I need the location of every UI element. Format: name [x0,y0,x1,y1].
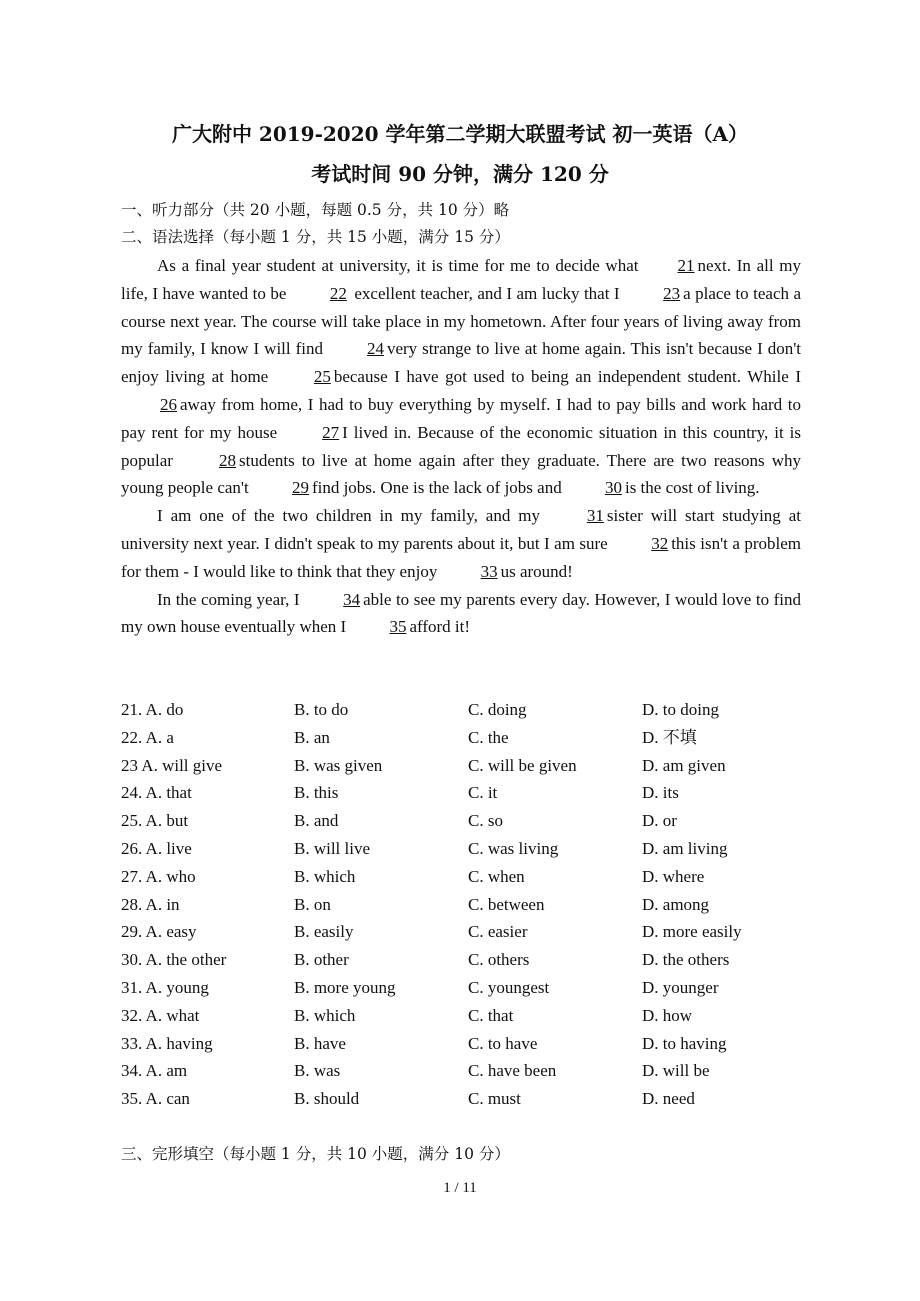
option-a: 26. A. live [121,838,192,858]
option-c: C. it [468,783,498,803]
option-row-28 [121,891,821,919]
blank-27: 27 [322,422,340,442]
blank-25: 25 [313,367,331,387]
option-row-25 [121,807,821,835]
option-d: D. how [642,1005,693,1025]
passage-paragraph-2 [121,502,801,585]
option-d: D. am living [642,838,728,858]
option-b: B. have [294,1033,346,1053]
option-b: B. easily [294,922,354,942]
passage-text: I am one of the two children in my family, and my [157,506,540,526]
option-row-29 [121,918,821,946]
blank-30: 30 [604,478,622,498]
exam-title: 广大附中 2019-2020 学年第二学期大联盟考试 初一英语（A） [171,122,749,146]
option-d: D. the others [642,950,730,970]
passage-text: a place to teach a course next year. The course will take place in my hometown. After four years of living away from my family, I know I will find [121,283,802,359]
blank-32: 32 [651,533,669,553]
option-b: B. will live [294,838,371,858]
option-c: C. the [468,727,509,747]
option-c: C. will be given [468,755,577,775]
passage-text: this isn't a problem for them - I would like to think that they enjoy [121,533,801,581]
option-row-24 [121,779,821,807]
section-grammar-heading: 二、语法选择（每小题 1 分，共 15 小题，满分 15 分） [121,228,510,246]
option-row-21 [121,696,821,724]
option-a: 21. A. do [121,700,184,719]
passage-text: students to live at home again after they graduate. There are two reasons why young people can't [121,450,802,498]
option-a: 35. A. can [121,1089,190,1109]
blank-21: 21 [677,256,695,275]
option-c: C. to have [468,1033,538,1053]
passage-text: able to see my parents every day. However, I would love to find my own house eventually when I [121,589,801,637]
passage-paragraph-1 [121,252,801,502]
passage-paragraph-3 [121,586,801,642]
option-d: D. to doing [642,700,719,719]
option-row-35 [121,1085,821,1113]
option-d: D. am given [642,755,726,775]
option-d: D. or [642,811,677,831]
section-cloze-heading: 三、完形填空（每小题 1 分，共 10 小题，满分 10 分） [121,1145,510,1163]
option-row-33 [121,1030,821,1058]
exam-subtitle: 考试时间 90 分钟，满分 120 分 [311,162,609,186]
blank-28: 28 [219,450,236,470]
passage-text: afford it! [409,617,471,637]
option-b: B. to do [294,700,349,719]
option-a: 23 A. will give [121,755,223,775]
option-a: 27. A. who [121,866,196,886]
passage-text: because I have got used to being an independent student. While I [333,367,801,387]
option-a: 25. A. but [121,811,189,831]
option-b: B. an [294,727,330,747]
option-d: D. more easily [642,922,742,942]
option-row-26 [121,835,821,863]
option-a: 24. A. that [121,783,192,803]
answer-options [121,696,821,1113]
option-row-23 [121,752,821,780]
option-a: 29. A. easy [121,922,197,942]
passage-text: In the coming year, I [157,589,300,609]
option-row-30 [121,946,821,974]
option-c: C. so [468,811,503,831]
option-c: C. that [468,1005,514,1025]
option-d: D. where [642,866,705,886]
option-a: 28. A. in [121,894,180,914]
option-c: C. between [468,894,545,914]
option-d: D. its [642,783,679,803]
option-c: C. was living [468,838,559,858]
option-b: B. should [294,1089,360,1109]
blank-33: 33 [480,561,498,581]
passage-text: excellent teacher, and I am lucky that I [354,283,620,303]
option-a: 34. A. am [121,1061,188,1081]
option-d: D. among [642,894,710,914]
passage-text: away from home, I had to buy everything by myself. I had to pay bills and work hard to pay rent for my house [121,394,801,442]
option-b: B. more young [294,977,396,997]
option-row-27 [121,863,821,891]
option-c: C. others [468,950,530,970]
blank-24: 24 [366,339,384,359]
option-b: B. this [294,783,339,803]
option-b: B. which [294,866,356,886]
blank-26: 26 [160,394,177,414]
option-b: B. on [294,894,331,914]
option-b: B. was given [294,755,383,775]
option-c: C. have been [468,1061,557,1081]
option-row-31 [121,974,821,1002]
passage-text: As a final year student at university, it is time for me to decide what [157,256,639,275]
blank-22: 22 [329,283,347,303]
passage-text: very strange to live at home again. This isn't because I don't enjoy living at home [121,339,801,387]
option-d: D. to having [642,1033,727,1053]
passage-text: is the cost of living. [624,478,760,498]
blank-34: 34 [343,589,361,609]
option-b: B. was [294,1061,341,1081]
option-d: D. younger [642,977,719,997]
option-d: D. 不填 [642,727,697,747]
blank-35: 35 [389,617,407,637]
option-d: D. need [642,1089,695,1109]
option-c: C. must [468,1089,521,1109]
page-number: 1 / 11 [443,1180,477,1196]
passage-text: us around! [500,561,573,581]
option-b: B. and [294,811,339,831]
option-b: B. other [294,950,349,970]
passage-text: I lived in. Because of the economic situation in this country, it is popular [121,422,802,470]
blank-31: 31 [586,506,604,526]
option-c: C. doing [468,700,527,719]
passage-text: sister will start studying at university next year. I didn't speak to my parents about it, but I am sure [121,506,801,553]
option-row-32 [121,1002,821,1030]
option-a: 31. A. young [121,977,209,997]
option-a: 32. A. what [121,1005,200,1025]
option-a: 30. A. the other [121,950,227,970]
grammar-passage [121,252,801,641]
option-c: C. easier [468,922,528,942]
blank-23: 23 [663,283,681,303]
passage-text: find jobs. One is the lack of jobs and [311,478,562,498]
option-c: C. youngest [468,977,550,997]
option-b: B. which [294,1005,356,1025]
option-row-34 [121,1057,821,1085]
blank-29: 29 [291,478,309,498]
passage-text: next. In all my life, I have wanted to be [121,256,801,303]
section-listening-heading: 一、听力部分（共 20 小题，每题 0.5 分，共 10 分）略 [121,201,510,219]
option-a: 33. A. having [121,1033,213,1053]
option-d: D. will be [642,1061,710,1081]
option-a: 22. A. a [121,727,174,747]
option-row-22 [121,724,821,752]
option-c: C. when [468,866,525,886]
